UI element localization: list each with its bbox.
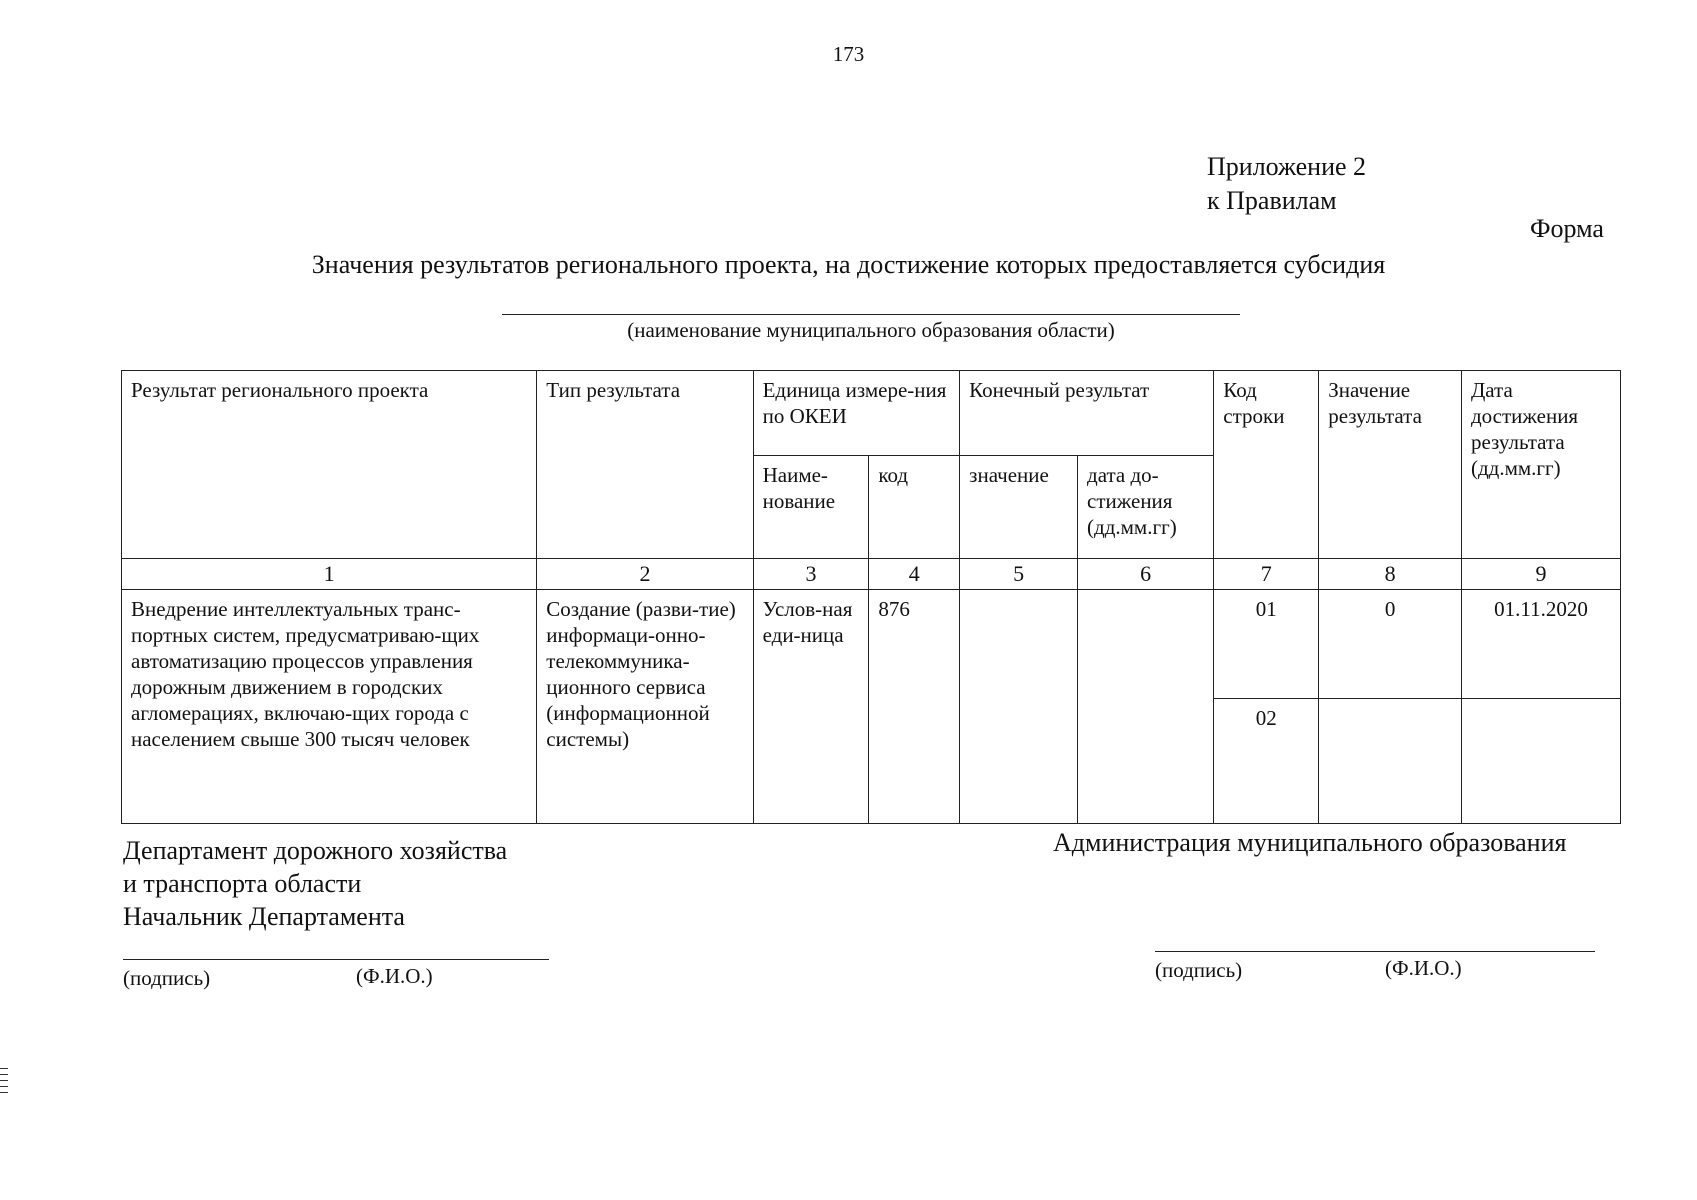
page-number: 173 (832, 42, 865, 66)
column-number: 8 (1319, 559, 1462, 590)
results-table-container (121, 370, 1621, 814)
header-unit-name: Наиме-нование (753, 456, 869, 559)
header-unit: Единица измере-ния по ОКЕИ (753, 371, 960, 456)
right-signature-line (1155, 951, 1595, 952)
right-signature-caption: (подпись) (1155, 958, 1243, 982)
header-result: Результат регионального проекта (122, 371, 537, 559)
administration-title: Администрация муниципального образования (1053, 828, 1567, 857)
municipality-blank-line (502, 314, 1240, 315)
column-number: 4 (869, 559, 960, 590)
cell-unit-name: Услов-ная еди-ница (753, 590, 869, 824)
document-title: Значения результатов регионального проекта, на достижение которых предоставляется субсидия (311, 250, 1386, 279)
left-signature-line (123, 959, 549, 960)
header-result-value: Значение результата (1319, 371, 1462, 559)
left-fio-caption: (Ф.И.О.) (356, 964, 433, 988)
column-number: 6 (1078, 559, 1214, 590)
scan-edge-mark (0, 1068, 8, 1094)
cell-achieve-date (1461, 699, 1620, 824)
cell-result: Внедрение интеллектуальных транс-портных систем, предусматриваю-щих автоматизацию процессов управления дорожным движением в городских агломерациях, включаю-щих города с населением свыше 300 тысяч человек (122, 590, 537, 824)
header-final-value: значение (960, 456, 1078, 559)
cell-row-code: 01 (1214, 590, 1319, 699)
column-number: 3 (753, 559, 869, 590)
cell-unit-code: 876 (869, 590, 960, 824)
left-signature-caption: (подпись) (123, 966, 211, 990)
column-number: 1 (122, 559, 537, 590)
results-table (121, 370, 1621, 824)
header-final-result: Конечный результат (960, 371, 1214, 456)
appendix-line1: Приложение 2 (1207, 152, 1367, 181)
column-number: 9 (1461, 559, 1620, 590)
department-signatory-block (123, 834, 507, 933)
cell-type: Создание (разви-тие) информаци-онно-телекоммуника-ционного сервиса (информационной системы) (537, 590, 753, 824)
header-achieve-date: Дата достижения результата (дд.мм.гг) (1461, 371, 1620, 559)
cell-row-code: 02 (1214, 699, 1319, 824)
column-number: 7 (1214, 559, 1319, 590)
appendix-line2: к Правилам (1207, 186, 1337, 215)
form-label: Форма (1530, 214, 1604, 243)
right-fio-caption: (Ф.И.О.) (1385, 956, 1462, 980)
department-line1: Департамент дорожного хозяйства (123, 836, 508, 865)
appendix-reference (1207, 150, 1366, 218)
department-line3: Начальник Департамента (123, 902, 405, 931)
department-line2: и транспорта области (123, 869, 362, 898)
header-type: Тип результата (537, 371, 753, 559)
cell-achieve-date: 01.11.2020 (1461, 590, 1620, 699)
header-final-date: дата до-стижения (дд.мм.гг) (1078, 456, 1214, 559)
header-unit-code: код (869, 456, 960, 559)
cell-result-value (1319, 699, 1462, 824)
cell-final-date (1078, 590, 1214, 824)
cell-result-value: 0 (1319, 590, 1462, 699)
column-number: 5 (960, 559, 1078, 590)
column-number: 2 (537, 559, 753, 590)
header-row-code: Код строки (1214, 371, 1319, 559)
cell-final-value (960, 590, 1078, 824)
municipality-caption: (наименование муниципального образования области) (627, 318, 1115, 342)
